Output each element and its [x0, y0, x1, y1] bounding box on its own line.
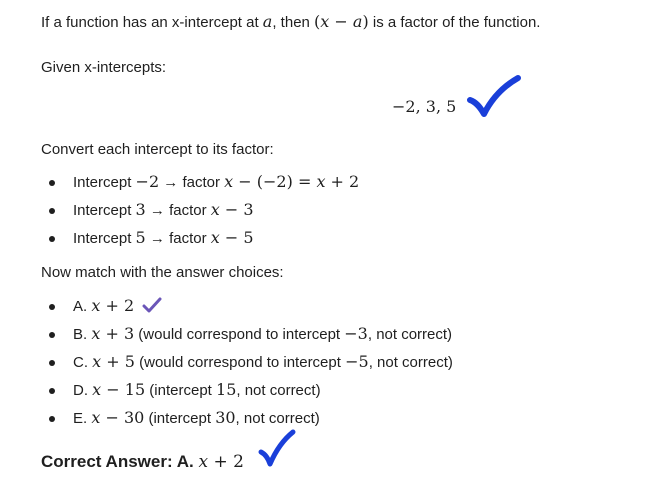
- choice-c: C. x + 5 (would correspond to intercept −5, not correct): [73, 352, 453, 371]
- answer-check-icon: [257, 428, 297, 473]
- bullet: [49, 332, 55, 338]
- math-minus: −: [329, 12, 353, 31]
- math-a: a: [262, 12, 273, 31]
- bullet: [49, 416, 55, 422]
- answer-expr: + 2: [208, 452, 244, 472]
- choices-heading: Now match with the answer choices:: [41, 264, 284, 281]
- choice-d: D. x − 15 (intercept 15, not correct): [73, 380, 321, 399]
- intro-line: [41, 12, 540, 31]
- math-paren-close: ): [362, 12, 369, 31]
- bullet: [49, 180, 55, 186]
- choice-a-check-icon: [142, 297, 162, 315]
- choice-e: E. x − 30 (intercept 30, not correct): [73, 408, 320, 427]
- bullet: [49, 236, 55, 242]
- choice-a: A. x + 2: [73, 296, 135, 315]
- math-paren-open: (: [314, 12, 321, 31]
- intro-text-before: If a function has an x-intercept at: [41, 14, 263, 31]
- math-x: x: [320, 12, 330, 31]
- bullet: [49, 208, 55, 214]
- given-check-icon: [466, 74, 522, 123]
- convert-item: Intercept 3 → factor x − 3: [73, 200, 254, 219]
- intro-text-mid: , then: [272, 14, 315, 31]
- given-values: −2, 3, 5: [392, 97, 457, 116]
- answer-x: x: [198, 452, 209, 472]
- convert-item: Intercept 5 → factor x − 5: [73, 228, 254, 247]
- bullet: [49, 360, 55, 366]
- correct-answer: [41, 452, 244, 472]
- intro-text-after: is a factor of the function.: [368, 14, 541, 31]
- choice-b: B. x + 3 (would correspond to intercept −3, not correct): [73, 324, 453, 343]
- math-a2: a: [352, 12, 363, 31]
- bullet: [49, 304, 55, 310]
- convert-heading: Convert each intercept to its factor:: [41, 141, 274, 158]
- convert-item: Intercept −2 → factor x − (−2) = x + 2: [73, 172, 360, 191]
- bullet: [49, 388, 55, 394]
- answer-label: Correct Answer: A.: [41, 452, 199, 471]
- given-label: Given x-intercepts:: [41, 59, 167, 76]
